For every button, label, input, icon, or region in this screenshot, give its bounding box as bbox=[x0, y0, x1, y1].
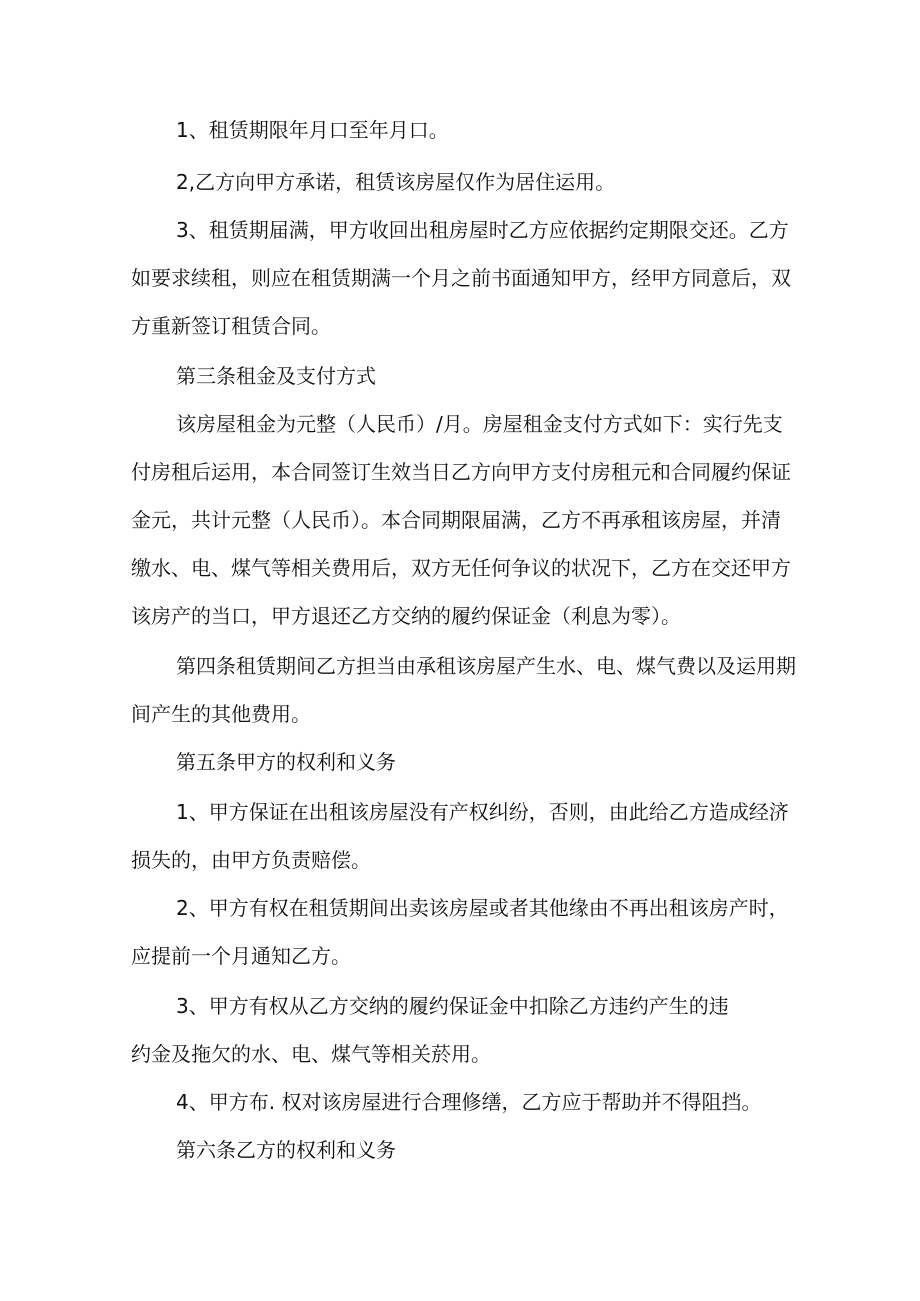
section-heading: 第四条租赁期间乙方担当由承租该房屋产生水、电、煤气费以及运用期 bbox=[176, 654, 796, 678]
clause-line: 损失的，由甲方负责赔偿。 bbox=[131, 848, 371, 872]
clause-line: 缴水、电、煤气等相关费用后，双方无任何争议的状况下，乙方在交还甲方 bbox=[131, 556, 791, 580]
clause-line: 间产生的其他费用。 bbox=[131, 702, 311, 726]
clause-line: 2、甲方有权在租赁期间出卖该房屋或者其他缘由不再出租该房产时， bbox=[176, 896, 789, 920]
clause-line: 3、甲方有权从乙方交纳的履约保证金中扣除乙方违约产生的违 bbox=[176, 994, 729, 1018]
section-heading: 第五条甲方的权利和义务 bbox=[176, 750, 396, 774]
section-heading: 第六条乙方的权利和义务 bbox=[176, 1138, 396, 1162]
section-heading: 第三条租金及支付方式 bbox=[176, 364, 376, 388]
clause-line: 3、租赁期届满，甲方收回出租房屋时乙方应依据约定期限交还。乙方 bbox=[176, 218, 789, 242]
clause-line: 该房屋租金为元整（人民币）/月。房屋租金支付方式如下：实行先支 bbox=[176, 412, 783, 436]
clause-line: 1、租赁期限年月口至年月口。 bbox=[176, 118, 449, 142]
clause-line: 1、甲方保证在出租该房屋没有产权纠纷，否则，由此给乙方造成经济 bbox=[176, 800, 789, 824]
clause-line: 付房租后运用，本合同签订生效当日乙方向甲方支付房租元和合同履约保证 bbox=[131, 460, 791, 484]
clause-line: 2,乙方向甲方承诺，租赁该房屋仅作为居住运用。 bbox=[176, 170, 616, 194]
clause-line: 应提前一个月通知乙方。 bbox=[131, 944, 351, 968]
clause-line: 约金及拖欠的水、电、煤气等相关菸用。 bbox=[131, 1042, 491, 1066]
clause-line: 金元，共计元整（人民币）。本合同期限届满，乙方不再承租该房屋，并清 bbox=[131, 508, 781, 532]
clause-line: 如要求续租，则应在租赁期满一个月之前书面通知甲方，经甲方同意后，双 bbox=[131, 266, 791, 290]
clause-line: 4、甲方布. 权对该房屋进行合理修缮，乙方应于帮助并不得阻挡。 bbox=[176, 1090, 762, 1114]
clause-line: 该房产的当口，甲方退还乙方交纳的履约保证金（利息为零）。 bbox=[131, 604, 681, 628]
clause-line: 方重新签订租赁合同。 bbox=[131, 314, 331, 338]
